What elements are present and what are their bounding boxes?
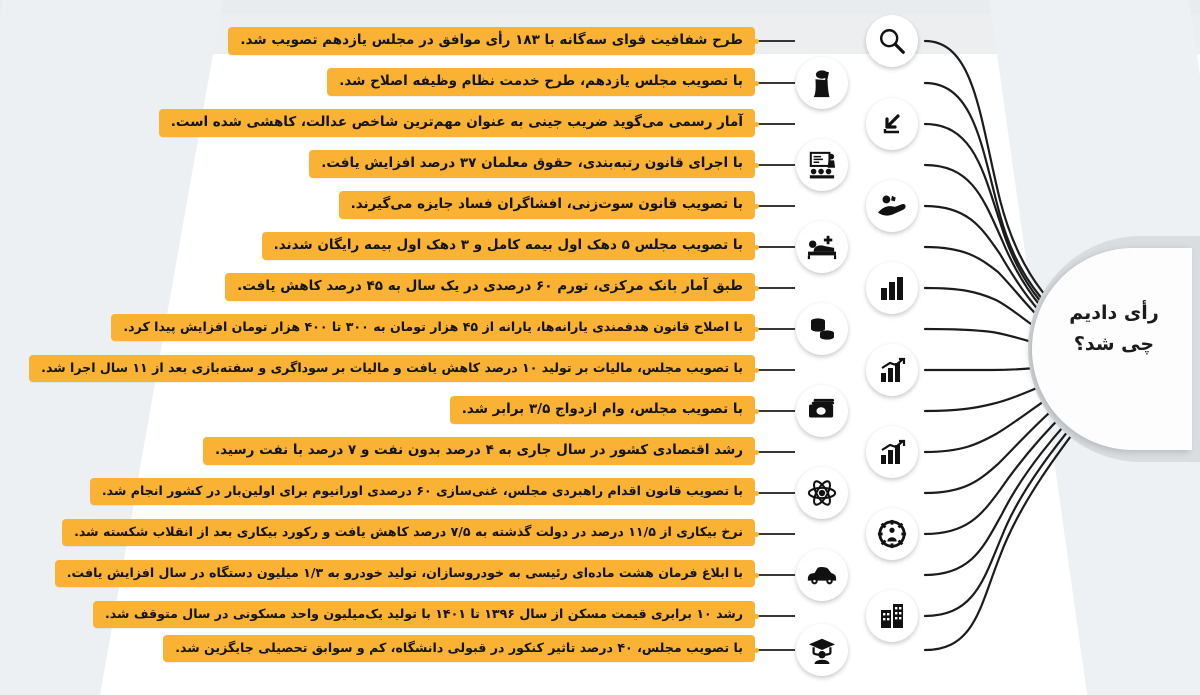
- building-icon[interactable]: [866, 590, 918, 642]
- growth-arrow-icon[interactable]: [866, 426, 918, 478]
- connector-dot: [754, 532, 759, 537]
- connector-dot: [754, 122, 759, 127]
- connector-dot: [754, 163, 759, 168]
- connector-dot: [754, 39, 759, 44]
- statement-label-8: با اصلاح قانون هدفمندی یارانه‌ها، یارانه از ۴۵ هزار تومان به ۳۰۰ تا ۴۰۰ هزار تومان افزایش پیدا کرد.: [111, 314, 755, 341]
- connector-dot: [754, 614, 759, 619]
- statement-label-7: طبق آمار بانک مرکزی، تورم ۶۰ درصدی در یک سال به ۴۵ درصد کاهش یافت.: [225, 273, 755, 301]
- connector-dot: [754, 648, 759, 653]
- magnifier-icon[interactable]: [866, 15, 918, 67]
- teacher-icon[interactable]: [796, 139, 848, 191]
- statement-label-5: با تصویب قانون سوت‌زنی، افشاگران فساد جایزه می‌گیرند.: [339, 191, 755, 219]
- statement-label-2: با تصویب مجلس یازدهم، طرح خدمت نظام وظیفه اصلاح شد.: [327, 68, 755, 96]
- connector-dot: [754, 204, 759, 209]
- car-icon[interactable]: [796, 549, 848, 601]
- statement-label-16: با تصویب مجلس، ۴۰ درصد تاثیر کنکور در قبولی دانشگاه، کم و سوابق تحصیلی جایگزین شد.: [163, 635, 755, 662]
- statement-label-13: نرخ بیکاری از ۱۱/۵ درصد در دولت گذشته به ۷/۵ درصد کاهش یافت و رکورد بیکاری بعد از انقلاب شکسته شد.: [62, 519, 755, 546]
- connector-dot: [754, 573, 759, 578]
- statement-label-14: با ابلاغ فرمان هشت ماده‌ای رئیسی به خودروسازان، تولید خودرو به ۱/۳ میلیون دستگاه در سال افزایش یافت.: [55, 560, 755, 587]
- statement-label-11: رشد اقتصادی کشور در سال جاری به ۴ درصد بدون نفت و ۷ درصد با نفت رسید.: [203, 437, 755, 465]
- hub-title-line1: رأی دادیم: [1069, 302, 1159, 324]
- hand-coin-icon[interactable]: [866, 180, 918, 232]
- soldier-icon[interactable]: [796, 57, 848, 109]
- connector-dot: [754, 491, 759, 496]
- coins-icon[interactable]: [796, 303, 848, 355]
- growth-chart-icon[interactable]: [866, 344, 918, 396]
- statement-label-12: با تصویب قانون اقدام راهبردی مجلس، غنی‌سازی ۶۰ درصدی اورانیوم برای اولین‌بار در کشور انجام شد.: [90, 478, 755, 505]
- atom-icon[interactable]: [796, 467, 848, 519]
- worker-gear-icon[interactable]: [866, 508, 918, 560]
- statement-label-1: طرح شفافیت قوای سه‌گانه با ۱۸۳ رأی موافق در مجلس یازدهم تصویب شد.: [228, 27, 755, 55]
- connector-dot: [754, 409, 759, 414]
- hospital-bed-icon[interactable]: [796, 221, 848, 273]
- statement-label-6: با تصویب مجلس ۵ دهک اول بیمه کامل و ۳ دهک اول بیمه رایگان شدند.: [262, 232, 755, 260]
- connector-dot: [754, 286, 759, 291]
- hub-title-line2: چی شد؟: [1073, 333, 1155, 356]
- down-arrow-icon[interactable]: [866, 98, 918, 150]
- bar-chart-icon[interactable]: [866, 262, 918, 314]
- hub-title: [1054, 298, 1174, 361]
- statement-label-15: رشد ۱۰ برابری قیمت مسکن از سال ۱۳۹۶ تا ۱۴۰۱ با تولید یک‌میلیون واحد مسکونی در سال متوقف شد.: [93, 601, 755, 628]
- cash-stack-icon[interactable]: [796, 385, 848, 437]
- connector-dot: [754, 81, 759, 86]
- connector-dot: [754, 327, 759, 332]
- statement-label-10: با تصویب مجلس، وام ازدواج ۳/۵ برابر شد.: [450, 396, 755, 424]
- connector-dot: [754, 450, 759, 455]
- graduate-icon[interactable]: [796, 624, 848, 676]
- central-hub: [1006, 236, 1192, 462]
- connector-dot: [754, 245, 759, 250]
- statement-label-9: با تصویب مجلس، مالیات بر تولید ۱۰ درصد کاهش یافت و مالیات بر سوداگری و سفته‌بازی بعد از ۱۱ سال اجرا شد.: [29, 355, 755, 382]
- statement-label-3: آمار رسمی می‌گوید ضریب جینی به عنوان مهم‌ترین شاخص عدالت، کاهشی شده است.: [159, 109, 755, 137]
- statement-label-4: با اجرای قانون رتبه‌بندی، حقوق معلمان ۳۷ درصد افزایش یافت.: [309, 150, 755, 178]
- connector-dot: [754, 368, 759, 373]
